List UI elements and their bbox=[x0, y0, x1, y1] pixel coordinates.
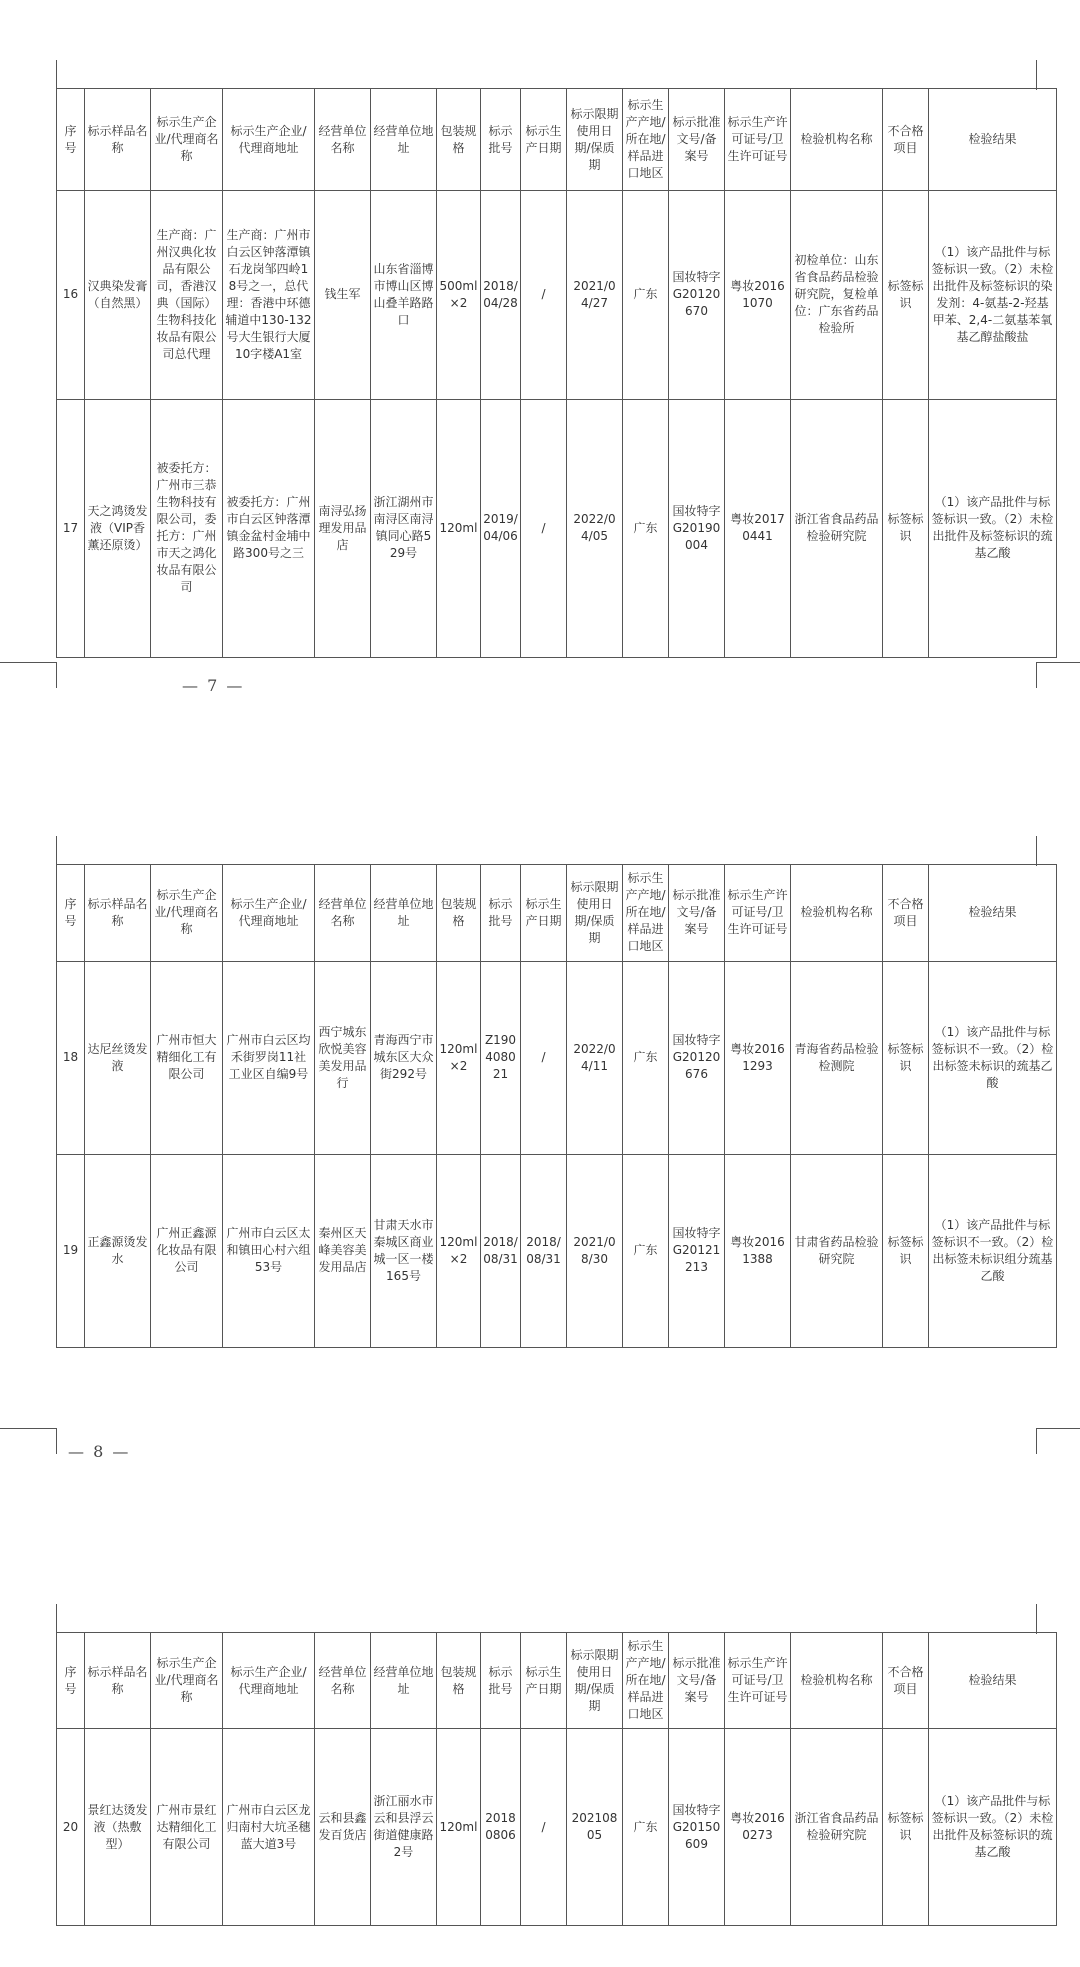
cell-license: 粤妆20160273 bbox=[725, 1729, 791, 1926]
cell-license: 粤妆20170441 bbox=[725, 399, 791, 657]
cell-fail-item: 标签标识 bbox=[883, 961, 929, 1154]
cell-fail-item: 标签标识 bbox=[883, 1729, 929, 1926]
header-name: 标示样品名称 bbox=[85, 89, 151, 191]
cell-maker: 广州市恒大精细化工有限公司 bbox=[151, 961, 223, 1154]
table-row bbox=[57, 1154, 1057, 1347]
cell-origin: 广东 bbox=[623, 1729, 669, 1926]
cell-spec: 120ml bbox=[437, 1729, 481, 1926]
cell-seller-addr: 浙江湖州市南浔区南浔镇同心路529号 bbox=[371, 399, 437, 657]
cell-seller: 秦州区天峰美容美发用品店 bbox=[315, 1154, 371, 1347]
table-row bbox=[57, 399, 1057, 657]
cell-lab: 浙江省食品药品检验研究院 bbox=[791, 399, 883, 657]
cell-approval: 国妆特字G20190004 bbox=[669, 399, 725, 657]
cell-spec: 120ml×2 bbox=[437, 1154, 481, 1347]
cell-origin: 广东 bbox=[623, 191, 669, 399]
page-9-right-margin-line bbox=[1036, 1604, 1037, 1634]
table-row bbox=[57, 961, 1057, 1154]
header-seller: 经营单位名称 bbox=[315, 1633, 371, 1729]
header-license: 标示生产许可证号/卫生许可证号 bbox=[725, 1633, 791, 1729]
header-name: 标示样品名称 bbox=[85, 1633, 151, 1729]
cell-seller-addr: 青海西宁市城东区大众街292号 bbox=[371, 961, 437, 1154]
header-batch: 标示批号 bbox=[481, 89, 521, 191]
cell-prod-date: / bbox=[521, 961, 567, 1154]
cell-no: 17 bbox=[57, 399, 85, 657]
inspection-table-page-8 bbox=[56, 864, 1057, 1348]
page-number-8: — 8 — bbox=[68, 1442, 131, 1461]
cell-spec: 120ml bbox=[437, 399, 481, 657]
cell-maker-addr: 广州市白云区龙归南村大坑圣穗蓝大道3号 bbox=[223, 1729, 315, 1926]
cell-lab: 浙江省食品药品检验研究院 bbox=[791, 1729, 883, 1926]
header-batch: 标示批号 bbox=[481, 865, 521, 962]
header-seller-addr: 经营单位地址 bbox=[371, 865, 437, 962]
page-number-7: — 7 — bbox=[182, 676, 245, 695]
cell-seller-addr: 甘肃天水市秦城区商业城一区一楼165号 bbox=[371, 1154, 437, 1347]
table-header-row bbox=[57, 865, 1057, 962]
header-maker: 标示生产企业/代理商名称 bbox=[151, 1633, 223, 1729]
cell-no: 18 bbox=[57, 961, 85, 1154]
header-seller: 经营单位名称 bbox=[315, 865, 371, 962]
table-header-row bbox=[57, 1633, 1057, 1729]
cell-name: 正鑫源烫发水 bbox=[85, 1154, 151, 1347]
cell-origin: 广东 bbox=[623, 399, 669, 657]
header-approval: 标示批准文号/备案号 bbox=[669, 865, 725, 962]
table-row bbox=[57, 191, 1057, 399]
header-lab: 检验机构名称 bbox=[791, 1633, 883, 1729]
header-maker-addr: 标示生产企业/代理商地址 bbox=[223, 89, 315, 191]
header-license: 标示生产许可证号/卫生许可证号 bbox=[725, 865, 791, 962]
cell-no: 20 bbox=[57, 1729, 85, 1926]
header-lab: 检验机构名称 bbox=[791, 89, 883, 191]
cell-maker-addr: 广州市白云区均禾街罗岗11社工业区自编9号 bbox=[223, 961, 315, 1154]
cell-fail-item: 标签标识 bbox=[883, 191, 929, 399]
inspection-table-page-9 bbox=[56, 1632, 1057, 1926]
header-no: 序号 bbox=[57, 89, 85, 191]
header-result: 检验结果 bbox=[929, 89, 1057, 191]
header-origin: 标示生产产地/所在地/样品进口地区 bbox=[623, 1633, 669, 1729]
cell-result: （1）该产品批件与标签标识不一致。（2）检出标签未标识的巯基乙酸 bbox=[929, 961, 1057, 1154]
cell-origin: 广东 bbox=[623, 961, 669, 1154]
cell-approval: 国妆特字G20120676 bbox=[669, 961, 725, 1154]
cell-spec: 500ml×2 bbox=[437, 191, 481, 399]
cell-seller: 南浔弘扬理发用品店 bbox=[315, 399, 371, 657]
header-prod-date: 标示生产日期 bbox=[521, 89, 567, 191]
table-row bbox=[57, 1729, 1057, 1926]
cell-expiry: 2022/04/05 bbox=[567, 399, 623, 657]
cell-expiry: 2022/04/11 bbox=[567, 961, 623, 1154]
cell-maker: 被委托方：广州市三恭生物科技有限公司，委托方：广州市天之鸿化妆品有限公司 bbox=[151, 399, 223, 657]
header-seller-addr: 经营单位地址 bbox=[371, 89, 437, 191]
header-result: 检验结果 bbox=[929, 865, 1057, 962]
header-seller-addr: 经营单位地址 bbox=[371, 1633, 437, 1729]
cell-seller: 西宁城东欣悦美容美发用品行 bbox=[315, 961, 371, 1154]
cell-lab: 初检单位：山东省食品药品检验研究院，复检单位：广东省药品检验所 bbox=[791, 191, 883, 399]
cell-seller-addr: 山东省淄博市博山区博山叠羊路路口 bbox=[371, 191, 437, 399]
cell-maker: 广州市景红达精细化工有限公司 bbox=[151, 1729, 223, 1926]
page-7-right-margin-line bbox=[1036, 60, 1037, 90]
cell-origin: 广东 bbox=[623, 1154, 669, 1347]
header-batch: 标示批号 bbox=[481, 1633, 521, 1729]
cell-maker-addr: 生产商：广州市白云区钟落潭镇石龙岗邹四岭18号之一，总代理：香港中环德辅道中130-132号大生银行大厦10字楼A1室 bbox=[223, 191, 315, 399]
cell-approval: 国妆特字G20121213 bbox=[669, 1154, 725, 1347]
page-7-left-margin-line bbox=[56, 60, 57, 90]
header-expiry: 标示限期使用日期/保质期 bbox=[567, 1633, 623, 1729]
header-spec: 包装规格 bbox=[437, 89, 481, 191]
cell-maker: 生产商：广州汉典化妆品有限公司，香港汉典（国际）生物科技化妆品有限公司总代理 bbox=[151, 191, 223, 399]
cell-batch: 20180806 bbox=[481, 1729, 521, 1926]
cell-license: 粤妆20161388 bbox=[725, 1154, 791, 1347]
header-no: 序号 bbox=[57, 1633, 85, 1729]
cell-license: 粤妆20161293 bbox=[725, 961, 791, 1154]
cell-approval: 国妆特字G20150609 bbox=[669, 1729, 725, 1926]
cell-expiry: 20210805 bbox=[567, 1729, 623, 1926]
header-approval: 标示批准文号/备案号 bbox=[669, 89, 725, 191]
header-lab: 检验机构名称 bbox=[791, 865, 883, 962]
cell-prod-date: 2018/08/31 bbox=[521, 1154, 567, 1347]
cell-prod-date: / bbox=[521, 1729, 567, 1926]
cell-batch: 2018/04/28 bbox=[481, 191, 521, 399]
header-maker-addr: 标示生产企业/代理商地址 bbox=[223, 1633, 315, 1729]
cell-expiry: 2021/04/27 bbox=[567, 191, 623, 399]
cell-seller: 钱生军 bbox=[315, 191, 371, 399]
cell-maker: 广州正鑫源化妆品有限公司 bbox=[151, 1154, 223, 1347]
table-header-row bbox=[57, 89, 1057, 191]
page-8-right-margin-line bbox=[1036, 836, 1037, 866]
cell-result: （1）该产品批件与标签标识一致。（2）未检出批件及标签标识的巯基乙酸 bbox=[929, 1729, 1057, 1926]
cell-approval: 国妆特字G20120670 bbox=[669, 191, 725, 399]
header-prod-date: 标示生产日期 bbox=[521, 1633, 567, 1729]
cell-name: 天之鸿烫发液（VIP香薰还原烫） bbox=[85, 399, 151, 657]
header-spec: 包装规格 bbox=[437, 865, 481, 962]
header-maker: 标示生产企业/代理商名称 bbox=[151, 865, 223, 962]
cell-seller-addr: 浙江丽水市云和县浮云街道健康路2号 bbox=[371, 1729, 437, 1926]
header-maker-addr: 标示生产企业/代理商地址 bbox=[223, 865, 315, 962]
cell-seller: 云和县鑫发百货店 bbox=[315, 1729, 371, 1926]
header-license: 标示生产许可证号/卫生许可证号 bbox=[725, 89, 791, 191]
cell-batch: Z190408021 bbox=[481, 961, 521, 1154]
cell-fail-item: 标签标识 bbox=[883, 1154, 929, 1347]
cell-name: 景红达烫发液（热敷型） bbox=[85, 1729, 151, 1926]
header-seller: 经营单位名称 bbox=[315, 89, 371, 191]
cell-prod-date: / bbox=[521, 399, 567, 657]
cell-expiry: 2021/08/30 bbox=[567, 1154, 623, 1347]
header-prod-date: 标示生产日期 bbox=[521, 865, 567, 962]
header-origin: 标示生产产地/所在地/样品进口地区 bbox=[623, 89, 669, 191]
header-fail-item: 不合格项目 bbox=[883, 865, 929, 962]
header-fail-item: 不合格项目 bbox=[883, 89, 929, 191]
cell-result: （1）该产品批件与标签标识不一致。（2）检出标签未标识组分巯基乙酸 bbox=[929, 1154, 1057, 1347]
header-expiry: 标示限期使用日期/保质期 bbox=[567, 89, 623, 191]
cell-maker-addr: 广州市白云区太和镇田心村六组53号 bbox=[223, 1154, 315, 1347]
header-no: 序号 bbox=[57, 865, 85, 962]
cell-lab: 青海省药品检验检测院 bbox=[791, 961, 883, 1154]
header-approval: 标示批准文号/备案号 bbox=[669, 1633, 725, 1729]
header-result: 检验结果 bbox=[929, 1633, 1057, 1729]
header-origin: 标示生产产地/所在地/样品进口地区 bbox=[623, 865, 669, 962]
header-maker: 标示生产企业/代理商名称 bbox=[151, 89, 223, 191]
cell-license: 粤妆20161070 bbox=[725, 191, 791, 399]
page-9-left-margin-line bbox=[56, 1604, 57, 1634]
cell-name: 达尼丝烫发液 bbox=[85, 961, 151, 1154]
cell-batch: 2018/08/31 bbox=[481, 1154, 521, 1347]
cell-name: 汉典染发膏（自然黑） bbox=[85, 191, 151, 399]
inspection-table-page-7 bbox=[56, 88, 1057, 658]
cell-spec: 120ml×2 bbox=[437, 961, 481, 1154]
header-fail-item: 不合格项目 bbox=[883, 1633, 929, 1729]
cell-maker-addr: 被委托方：广州市白云区钟落潭镇金盆村金埔中路300号之三 bbox=[223, 399, 315, 657]
page-8-left-margin-line bbox=[56, 836, 57, 866]
cell-prod-date: / bbox=[521, 191, 567, 399]
cell-no: 19 bbox=[57, 1154, 85, 1347]
cell-no: 16 bbox=[57, 191, 85, 399]
cell-lab: 甘肃省药品检验研究院 bbox=[791, 1154, 883, 1347]
cell-batch: 2019/04/06 bbox=[481, 399, 521, 657]
header-spec: 包装规格 bbox=[437, 1633, 481, 1729]
header-name: 标示样品名称 bbox=[85, 865, 151, 962]
cell-result: （1）该产品批件与标签标识一致。（2）未检出批件及标签标识的巯基乙酸 bbox=[929, 399, 1057, 657]
cell-fail-item: 标签标识 bbox=[883, 399, 929, 657]
header-expiry: 标示限期使用日期/保质期 bbox=[567, 865, 623, 962]
cell-result: （1）该产品批件与标签标识一致。（2）未检出批件及标签标识的染发剂：4-氨基-2-羟基甲苯、2,4-二氨基苯氧基乙醇盐酸盐 bbox=[929, 191, 1057, 399]
